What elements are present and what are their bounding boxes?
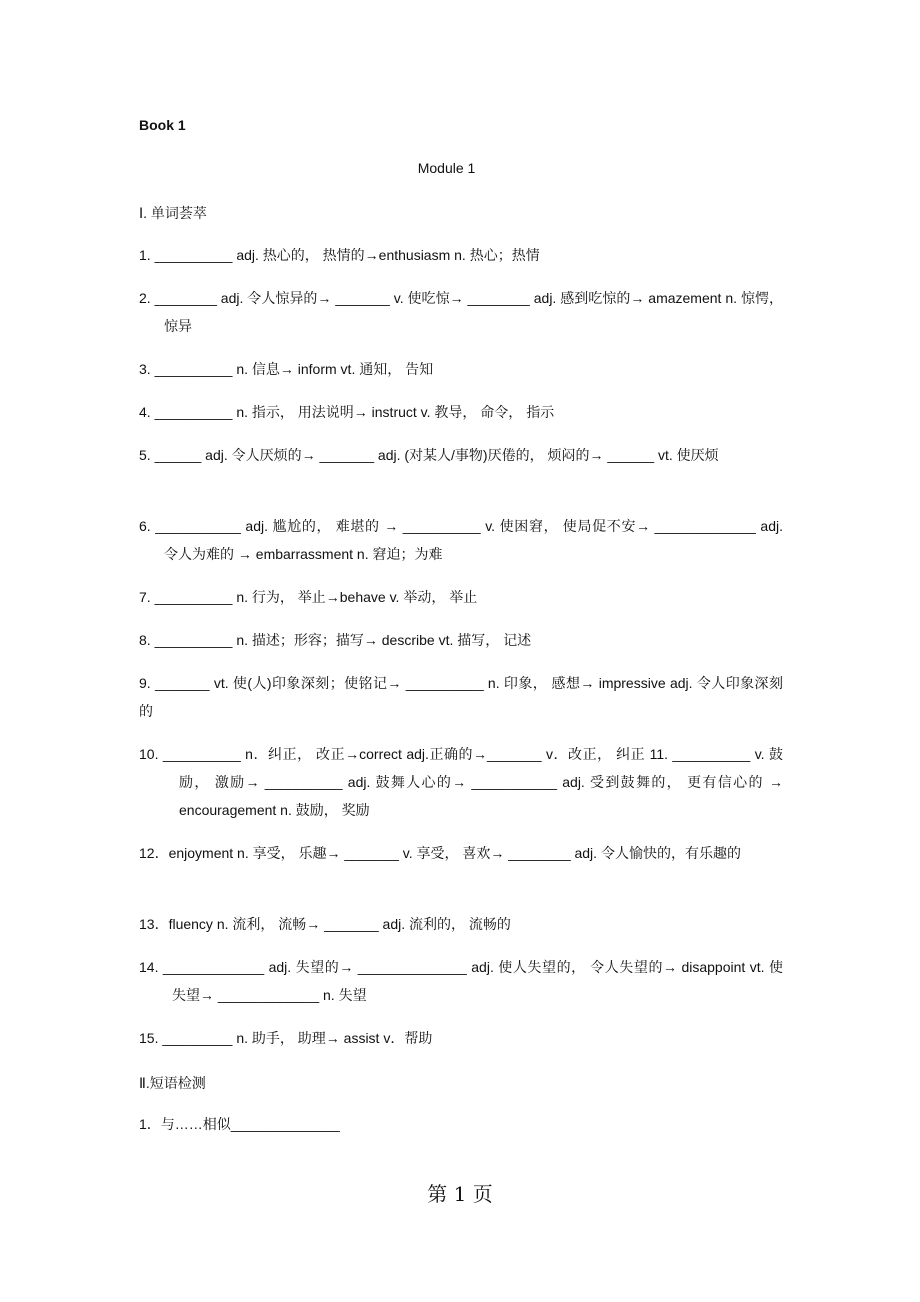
- page-number: 第 1 页: [427, 1182, 493, 1206]
- vocab-item: 7. __________ n. 行为， 举止→behave v. 举动， 举止: [139, 589, 478, 605]
- vocab-item: 6. ___________ adj. 尴尬的， 难堪的 → __________ v. 使困窘， 使局促不安→ _____________ adj. 令人为难的 → embarrassment n. 窘迫；为难: [139, 518, 783, 562]
- phrase-item: 1．与……相似______________: [139, 1116, 340, 1132]
- book-title: Book 1: [139, 117, 186, 133]
- vocab-item: 1. __________ adj. 热心的， 热情的→enthusiasm n. 热心；热情: [139, 247, 540, 263]
- vocab-item: 15. _________ n. 助手， 助理→ assist v．帮助: [139, 1030, 433, 1046]
- vocab-item: 9. _______ vt. 使(人)印象深刻；使铭记→ __________ n. 印象， 感想→ impressive adj. 令人印象深刻的: [139, 675, 783, 719]
- vocab-item: 10. __________ n．纠正， 改正→correct adj.正确的→_______ v．改正， 纠正 11. __________ v. 鼓励， 激励→ __________ adj. 鼓舞人心的→ ___________ adj. 受到鼓舞的， 更有信心的 → encouragement n. 鼓励， 奖励: [139, 746, 783, 818]
- vocab-item: 5. ______ adj. 令人厌烦的→ _______ adj. (对某人/事物)厌倦的， 烦闷的→ ______ vt. 使厌烦: [139, 447, 719, 463]
- module-title: Module 1: [417, 160, 476, 176]
- section-title-vocabulary: Ⅰ. 单词荟萃: [139, 205, 207, 221]
- vocab-item: 13．fluency n. 流利， 流畅→ _______ adj. 流利的， 流畅的: [139, 916, 511, 932]
- vocab-item: 12．enjoyment n. 享受， 乐趣→ _______ v. 享受， 喜欢→ ________ adj. 令人愉快的，有乐趣的: [139, 845, 741, 861]
- vocab-item: 4. __________ n. 指示， 用法说明→ instruct v. 教导， 命令， 指示: [139, 404, 555, 420]
- vocab-item: 3. __________ n. 信息→ inform vt. 通知， 告知: [139, 361, 434, 377]
- vocab-item: 8. __________ n. 描述；形容；描写→ describe vt. 描写， 记述: [139, 632, 532, 648]
- vocab-item: 14. _____________ adj. 失望的→ ______________ adj. 使人失望的， 令人失望的→ disappoint vt. 使失望→ _____________ n. 失望: [139, 959, 783, 1003]
- section-title-phrases: Ⅱ.短语检测: [139, 1075, 206, 1091]
- vocab-item: 2. ________ adj. 令人惊异的→ _______ v. 使吃惊→ ________ adj. 感到吃惊的→ amazement n. 惊愕， 惊异: [139, 290, 783, 334]
